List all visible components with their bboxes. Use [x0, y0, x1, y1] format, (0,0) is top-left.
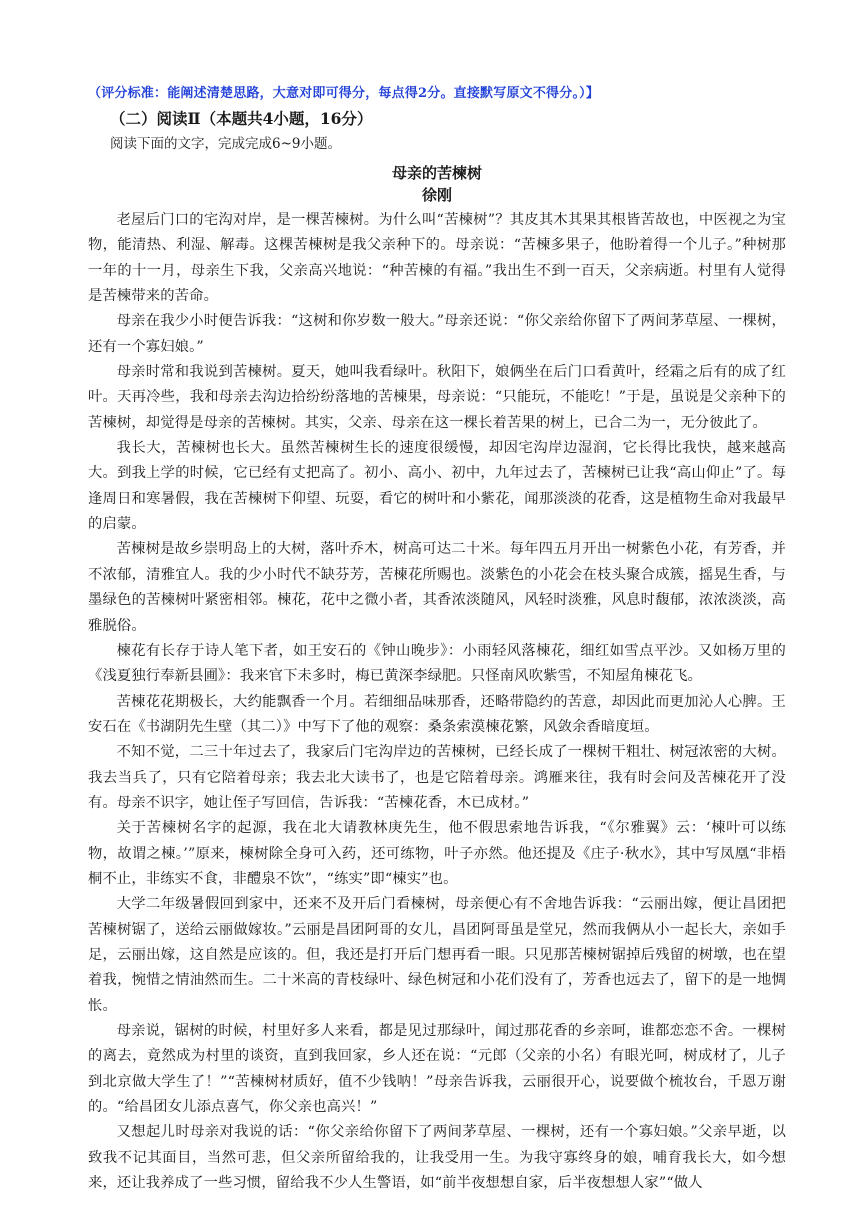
- article-body: [88, 208, 786, 1196]
- section-heading: （二）阅读Ⅱ（本题共4小题，16分）: [110, 109, 373, 128]
- article-paragraph: 我长大，苦楝树也长大。虽然苦楝树生长的速度很缓慢，却因宅沟岸边湿润，它长得比我快，越来越高大。到我上学的时候，它已经有丈把高了。初小、高小、初中，九年过去了，苦楝树已让我“高山仰止”了。每逢周日和寒暑假，我在苦楝树下仰望、玩耍，看它的树叶和小紫花，闻那淡淡的花香，这是植物生命对我最早的启蒙。: [88, 440, 786, 533]
- article-paragraph: 苦楝树是故乡崇明岛上的大树，落叶乔木，树高可达二十米。每年四五月开出一树紫色小花，有芳香，并不浓郁，清雅宜人。我的少小时代不缺芬芳，苦楝花所赐也。淡紫色的小花会在枝头聚合成簇，摇晃生香，与墨绿色的苦楝树叶紧密相邻。楝花，花中之微小者，其香浓淡随风，风轻时淡雅，风息时馥郁，浓浓淡淡，高雅脱俗。: [88, 541, 786, 634]
- article-paragraph: 母亲在我少小时便告诉我：“这树和你岁数一般大。”母亲还说：“你父亲给你留下了两间茅草屋、一棵树，还有一个寡妇娘。”: [88, 313, 786, 355]
- article-paragraph: 不知不觉，二三十年过去了，我家后门宅沟岸边的苦楝树，已经长成了一棵树干粗壮、树冠浓密的大树。我去当兵了，只有它陪着母亲；我去北大读书了，也是它陪着母亲。鸿雁来往，我有时会问及苦楝花开了没有。母亲不识字，她让侄子写回信，告诉我：“苦楝花香，木已成材。”: [88, 744, 786, 811]
- article-title: 母亲的苦楝树: [391, 164, 482, 182]
- article-paragraph: 大学二年级暑假回到家中，还来不及开后门看楝树，母亲便心有不舍地告诉我：“云丽出嫁，便让昌团把苦楝树锯了，送给云丽做嫁妆。”云丽是昌团阿哥的女儿，昌团阿哥虽是堂兄，然而我俩从小一起长大，亲如手足，云丽出嫁，这自然是应该的。但，我还是打开后门想再看一眼。只见那苦楝树锯掉后残留的树墩，也在望着我，惋惜之情油然而生。二十米高的青枝绿叶、绿色树冠和小花们没有了，芳香也远去了，留下的是一地惆怅。: [88, 896, 786, 1014]
- reading-instruction: 阅读下面的文字，完成完成6~9小题。: [110, 136, 341, 152]
- article-author: 徐刚: [421, 186, 452, 204]
- article-paragraph: 楝花有长存于诗人笔下者，如王安石的《钟山晚步》：小雨轻风落楝花，细红如雪点平沙。又如杨万里的《浅夏独行奉新县圃》：我来官下未多时，梅已黄深李绿肥。只怪南风吹紫雪，不知屋角楝花飞。: [88, 642, 786, 685]
- article-paragraph: 关于苦楝树名字的起源，我在北大请教林庚先生，他不假思索地告诉我，“《尔雅翼》云：‘楝叶可以练物，故谓之楝。’”原来，楝树除全身可入药，还可练物，叶子亦然。他还提及《庄子·秋水》，其中写凤凰“非梧桐不止，非练实不食，非醴泉不饮”，“练实”即“楝实”也。: [88, 820, 786, 887]
- scoring-note: （评分标准：能阐述清楚思路，大意对即可得分，每点得2分。直接默写原文不得分。）】: [88, 86, 600, 101]
- article-paragraph: 苦楝花花期极长，大约能飘香一个月。若细细品味那香，还略带隐约的苦意，却因此而更加沁人心脾。王安石在《书湖阴先生壁（其二）》中写下了他的观察：桑条索漠楝花繁，风敛余香暗度垣。: [88, 693, 786, 735]
- article-paragraph: 又想起儿时母亲对我说的话：“你父亲给你留下了两间茅草屋、一棵树，还有一个寡妇娘。”父亲早逝，以致我不记其面目，当然可悲，但父亲所留给我的，让我受用一生。为我守寡终身的娘，哺育我长大，如今想来，还让我养成了一些习惯，留给我不少人生警语，如“前半夜想想自家，后半夜想想人家”“做人: [88, 1124, 786, 1192]
- article-paragraph: 母亲时常和我说到苦楝树。夏天，她叫我看绿叶。秋阳下，娘俩坐在后门口看黄叶，经霜之后有的成了红叶。天再冷些，我和母亲去沟边拾纷纷落地的苦楝果，母亲说：“只能玩，不能吃！”于是，虽说是父亲种下的苦楝树，却觉得是母亲的苦楝树。其实，父亲、母亲在这一棵长着苦果的树上，已合二为一，无分彼此了。: [88, 364, 786, 431]
- article-paragraph: 母亲说，锯树的时候，村里好多人来看，都是见过那绿叶，闻过那花香的乡亲呵，谁都恋恋不舍。一棵树的离去，竟然成为村里的谈资，直到我回家，乡人还在说：“元郎（父亲的小名）有眼光呵，树成材了，儿子到北京做大学生了！”“苦楝树材质好，值不少钱呐！”母亲告诉我，云丽很开心，说要做个梳妆台，千恩万谢的。“给昌团女儿添点喜气，你父亲也高兴！”: [88, 1023, 786, 1116]
- article-paragraph: 老屋后门口的宅沟对岸，是一棵苦楝树。为什么叫“苦楝树”？其皮其木其果其根皆苦故也，中医视之为宝物，能清热、利湿、解毒。这棵苦楝树是我父亲种下的。母亲说：“苦楝多果子，他盼着得一个儿子。”种树那一年的十一月，母亲生下我，父亲高兴地说：“种苦楝的有福。”我出生不到一百天，父亲病逝。村里有人觉得是苦楝带来的苦命。: [88, 212, 786, 305]
